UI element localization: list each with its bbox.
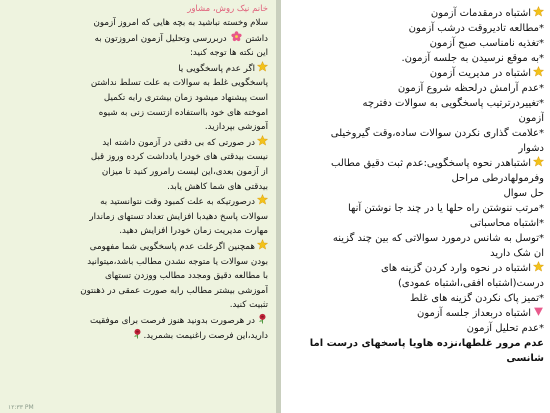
- list-line: [285, 186, 544, 201]
- list-line-text: *عدم تحلیل آزمون: [466, 323, 544, 334]
- message-line-text: است پیشنهاد میشود زمان بیشتری رابه تکمیل: [103, 92, 268, 103]
- message-line-text: در هرصورت بدونید هنوز فرصت برای موفقیت: [89, 315, 255, 326]
- star-icon: [257, 239, 268, 250]
- list-line: [285, 351, 544, 366]
- star-icon: [533, 156, 544, 167]
- list-line: [285, 306, 544, 321]
- message-line: [6, 224, 268, 239]
- list-line-text: *اشتباه محاسباتی: [469, 218, 544, 229]
- message-line: [6, 120, 268, 135]
- message-line: [6, 269, 268, 284]
- message-line-text: آموزشی بیشتر مطالب رابه صورت عمقی در ذهنتون: [80, 285, 268, 296]
- message-line-text: سلام وخسته نباشید به بچه هایی که امروز آزمون: [93, 18, 268, 28]
- list-line-text: *توسل به شانس درمورد سوالاتی که بین چند گزینه: [332, 233, 544, 244]
- message-line-text: تثبیت کنید.: [229, 300, 268, 311]
- message-line: [6, 165, 268, 180]
- list-line: [285, 201, 544, 216]
- message-line-text: پاسخگویی غلط به سوالات به علت تسلط نداشتن: [90, 78, 268, 89]
- list-line-text: *تغذیه نامناسب صبح آزمون: [429, 38, 544, 49]
- rose-icon: [257, 313, 268, 324]
- message-line: [6, 135, 268, 151]
- list-line: [285, 261, 544, 276]
- star-icon: [257, 194, 268, 205]
- list-line: [285, 6, 544, 21]
- list-line: [285, 156, 544, 171]
- list-line: [285, 171, 544, 186]
- message-line-text: سوالات پاسخ دهیدبا افزایش تعداد تستهای زماندار: [89, 211, 268, 222]
- list-line-text: *علامت گذاری نکردن سوالات ساده،وقت گیروخیلی: [330, 128, 544, 139]
- message-line-text: بیدقتی های شما کاهش یابد.: [167, 181, 268, 192]
- list-line-text: درست(اشتباه افقی،اشتباه عمودی): [398, 278, 544, 289]
- list-line-text: اشتباهدر نحوه پاسخگویی:عدم ثبت دقیق مطالب: [330, 158, 531, 169]
- list-line-text: اشتباه دربعداز جلسه آزمون: [416, 308, 531, 319]
- list-line-text: وفرمولهادرطی مراحل: [451, 173, 544, 184]
- list-line: [285, 141, 544, 156]
- message-line: [6, 328, 268, 344]
- message-line-text: مهارت مدیریت زمان خودرا افزایش دهید.: [119, 226, 268, 237]
- list-line-text: *تغییردرترتیب پاسخگویی به سوالات دفترچه: [362, 98, 544, 109]
- list-line: [285, 36, 544, 51]
- message-line: [6, 106, 268, 121]
- list-line: [285, 231, 544, 246]
- message-line-text: این نکته ها توجه کنید:: [189, 48, 268, 59]
- message-timestamp: ۱۲:۳۳ PM: [8, 404, 34, 411]
- message-line-text: دارید،این فرصت راغنیمت بشمرید.: [143, 331, 268, 342]
- message-line-text: از آزمون بعدی،این لیست رامرور کنید تا میزان: [101, 166, 268, 177]
- message-body: [6, 16, 268, 344]
- message-line-text: داشتن: [245, 33, 268, 44]
- mistakes-list-bubble: [281, 0, 550, 413]
- message-line: [6, 239, 268, 255]
- sender-name[interactable]: خانم نیک روش، مشاور: [187, 4, 268, 14]
- list-line-text: اشتباه درمقدمات آزمون: [430, 8, 531, 19]
- message-line: [6, 46, 268, 61]
- list-line: [285, 216, 544, 231]
- message-line-text: بودن سوالات یا متوجه نشدن مطالب باشد،میتوانید: [87, 256, 268, 267]
- list-line-text: شانسی: [506, 353, 544, 364]
- list-line: [285, 21, 544, 36]
- message-line: [6, 255, 268, 270]
- list-line: [285, 96, 544, 111]
- message-line-text: اگر عدم پاسخگویی یا: [178, 63, 255, 74]
- message-line: [6, 150, 268, 165]
- message-line-text: با مطالعه دقیق ومجدد مطالب ووزدن تستهای: [104, 271, 268, 282]
- list-line: [285, 66, 544, 81]
- star-icon: [533, 6, 544, 17]
- list-line: [285, 111, 544, 126]
- message-line: [6, 194, 268, 210]
- list-line-text: *مطالعه تادیروقت درشب آزمون: [408, 23, 544, 34]
- flower-icon: [231, 31, 242, 42]
- message-line: [6, 180, 268, 195]
- list-line-text: *تمیز پاک نکردن گزینه های غلط: [409, 293, 544, 304]
- list-line: [285, 126, 544, 141]
- message-line: [6, 61, 268, 77]
- list-body: [285, 6, 544, 366]
- message-line-text: همچنین اگرعلت عدم پاسخگویی شما مفهومی: [89, 241, 255, 252]
- list-line-text: اشتباه در مدیریت آزمون: [429, 68, 531, 79]
- list-line-text: آزمون: [518, 113, 544, 124]
- list-line: [285, 336, 544, 351]
- list-line: [285, 81, 544, 96]
- list-line: [285, 321, 544, 336]
- star-icon: [257, 135, 268, 146]
- message-line-text: در صورتی که بی دقتی در آزمون داشته اید: [102, 137, 255, 148]
- list-line: [285, 51, 544, 66]
- triangle-icon: [533, 306, 544, 317]
- message-line-text: اموخته های خود بااستفاده ازتست زنی به شیوه: [98, 107, 268, 118]
- list-line-text: ان شک دارید: [490, 248, 544, 259]
- list-line-text: *به موقع نرسیدن به جلسه آزمون.: [401, 53, 544, 64]
- list-line-text: دشوار: [518, 143, 544, 154]
- message-line-text: آموزشی بپردازید.: [204, 122, 268, 133]
- list-line-text: عدم مرور غلطها،نزده هاویا پاسخهای درست اما: [309, 338, 544, 349]
- message-line-text-continued: دربررسی وتحلیل آزمون امروزتون به: [94, 33, 230, 44]
- star-icon: [257, 61, 268, 72]
- message-line-text: درصورتیکه به علت کمبود وقت نتوانستید به: [100, 197, 255, 208]
- message-line: [6, 298, 268, 313]
- message-line: [6, 16, 268, 31]
- star-icon: [533, 66, 544, 77]
- star-icon: [533, 261, 544, 272]
- message-line: [6, 91, 268, 106]
- rose-icon: [132, 328, 143, 339]
- list-line: [285, 246, 544, 261]
- message-line: [6, 284, 268, 299]
- list-line-text: *عدم آرامش درلحظه شروع آزمون: [397, 83, 544, 94]
- message-line: [6, 76, 268, 91]
- message-line-text: نیست بیدقتی های خودرا یادداشت کرده وروز قبل: [90, 152, 268, 163]
- list-line-text: حل سوال: [503, 188, 544, 199]
- list-line: [285, 276, 544, 291]
- message-line: [6, 313, 268, 329]
- message-line: [6, 31, 268, 47]
- list-line-text: *مرتب ننوشتن راه حلها یا در چند جا نوشتن آنها: [347, 203, 544, 214]
- list-line-text: اشتباه در نحوه وارد کردن گزینه های: [380, 263, 531, 274]
- message-line: [6, 210, 268, 225]
- list-line: [285, 291, 544, 306]
